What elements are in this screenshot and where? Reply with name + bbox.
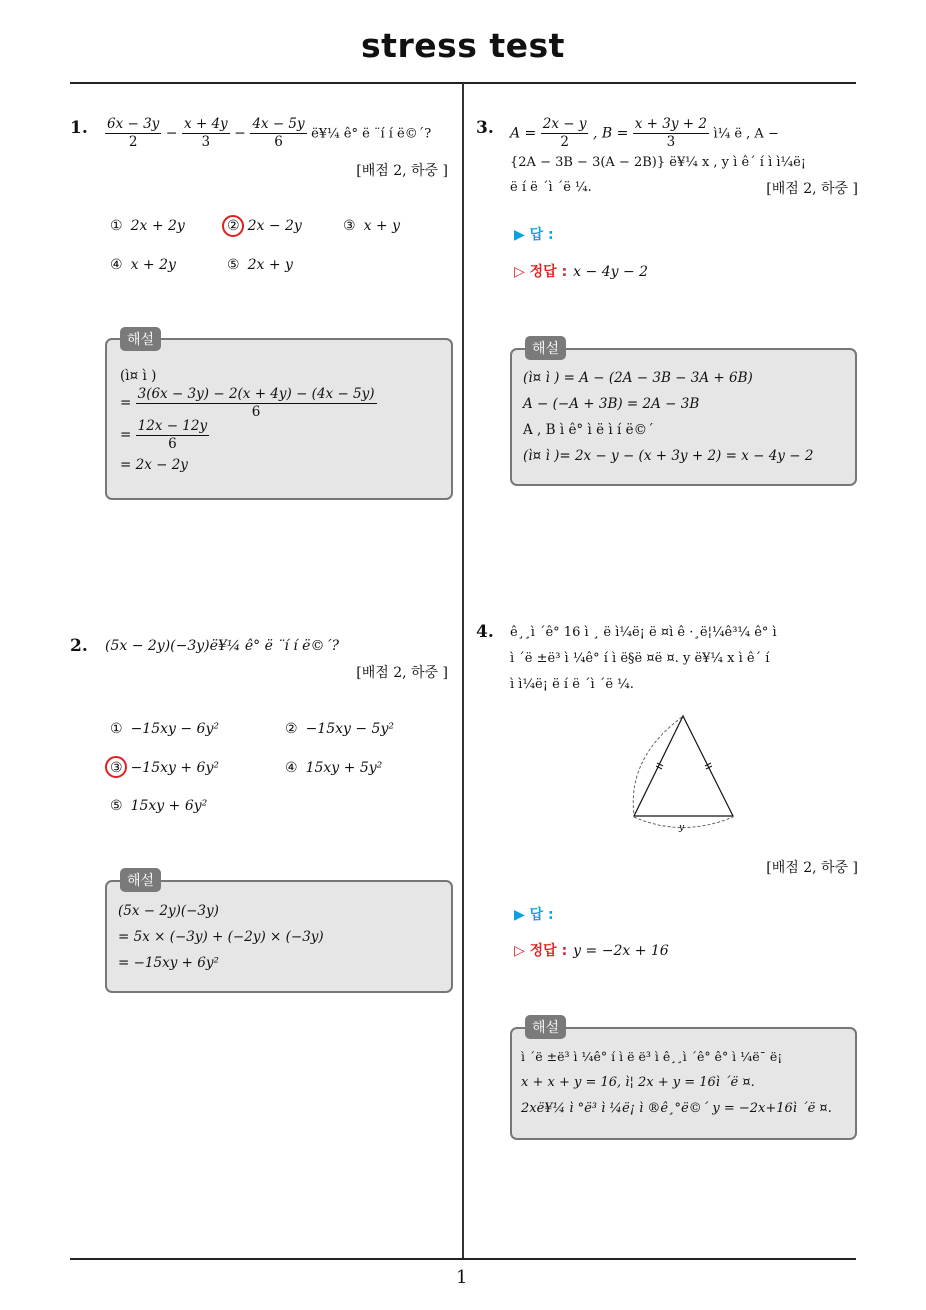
choice-2[interactable]: ② 2x − 2y [227,218,302,234]
question-stem-line1: A = $\frac{2x - y}{2}$ , B = $\frac{x + 3y + 2}{3}$ ì¼ ë , A − [510,116,779,150]
solution-line: (ì¤ ì ) = A − (2A − 3B − 3A + 6B) [523,370,753,386]
solution-line: ì ´ë ±ë³ ì ¼ê° í ì ë ë³ ì ê¸¸ì ´ê° ê° ì ¼ë¯ ë¡ [521,1049,783,1064]
choice-4[interactable]: ④ x + 2y [110,257,176,273]
solution-line: = −15xy + 6y² [118,955,219,971]
fraction: $\frac{2x - y}{2}$ [542,116,587,150]
solution-line: 2xë¥¼ ì °ë³ ì ¼ë¡ ì ®ê¸°ë©´ y = −2x+16ì ´ë ¤. [521,1101,832,1116]
choice-4[interactable]: ④ 15xy + 5y² [285,760,383,776]
choice-3[interactable]: ③ −15xy + 6y² [110,760,219,776]
question-number: 3. [476,118,494,138]
solution-line: (ì¤ ì ) [120,368,157,384]
correct-answer: ▷ 정답 : x − 4y − 2 [514,264,649,280]
fraction: $\frac{6x - 3y}{2}$ [107,116,160,150]
solution-line: x + x + y = 16, ì¦ 2x + y = 16ì ´ë ¤. [521,1075,755,1090]
answer-input-label[interactable]: ▶ 답 : [514,907,554,923]
choice-5[interactable]: ⑤ 2x + y [227,257,293,273]
solution-line: A − (−A + 3B) = 2A − 3B [523,396,700,412]
solution-line: = $\frac{3(6x - 3y) - 2(x + 4y) - (4x - 5y)}{6}$ [120,386,375,420]
question-number: 2. [70,636,88,656]
question-number: 4. [476,622,494,642]
solution-tag: 해설 [525,1015,566,1039]
solution-line: = 2x − 2y [120,457,188,473]
fraction: $\frac{3(6x - 3y) - 2(x + 4y) - (4x - 5y)}{6}$ [137,386,375,420]
triangle-shape [634,716,733,816]
solution-line: (5x − 2y)(−3y) [118,903,219,919]
answer-input-label[interactable]: ▶ 답 : [514,227,554,243]
selected-answer-mark [222,215,244,237]
solution-line: = $\frac{12x - 12y}{6}$ [120,418,208,452]
solution-line: = 5x × (−3y) + (−2y) × (−3y) [118,929,324,945]
question-stem-line1: ê¸¸ì ´ê° 16 ì ¸ ë ì¼ë¡ ë ¤ì ê ·¸ë¦¼ê³¼ ê° ì [510,625,777,640]
grade-label: [배점 2, 하중 ] [356,163,448,179]
solution-line: (ì¤ ì )= 2x − y − (x + 3y + 2) = x − 4y − 2 [523,448,814,464]
fraction: $\frac{4x - 5y}{6}$ [252,116,305,150]
fraction: $\frac{x + 4y}{3}$ [183,116,228,150]
solution-tag: 해설 [120,868,161,892]
choice-5[interactable]: ⑤ 15xy + 6y² [110,798,208,814]
question-stem-line3: ì ì¼ë¡ ë í ë ´ì ´ë ¼. [510,677,634,692]
question-stem: $\frac{6x - 3y}{2}$ − $\frac{x + 4y}{3}$ − $\frac{4x - 5y}{6}$ ë¥¼ ê° ë ¨í í ë©´? [107,116,432,150]
solution-line: A , B ì ê° ì ë ì í ë©´ [523,422,654,438]
fraction: $\frac{12x - 12y}{6}$ [137,418,208,452]
question-stem: (5x − 2y)(−3y)ë¥¼ ê° ë ¨í í ë©´? [105,638,339,654]
question-stem-line2: {2A − 3B − 3(A − 2B)} ë¥¼ x , y ì ê´ í ì ì¼ë¡ [510,155,807,170]
selected-answer-mark [105,756,127,778]
choice-2[interactable]: ② −15xy − 5y² [285,721,394,737]
grade-label: [배점 2, 하중 ] [766,860,858,876]
solution-tag: 해설 [120,327,161,351]
fraction: $\frac{x + 3y + 2}{3}$ [634,116,707,150]
choice-1[interactable]: ① 2x + 2y [110,218,185,234]
page-title: stress test [361,26,565,65]
grade-label: [배점 2, 하중 ] [356,665,448,681]
side-label-y: y [679,823,685,833]
correct-answer: ▷ 정답 : y = −2x + 16 [514,943,669,959]
question-stem-line3: ë í ë ´ì ´ë ¼. [510,180,592,195]
choice-1[interactable]: ① −15xy − 6y² [110,721,219,737]
question-number: 1. [70,118,88,138]
solution-tag: 해설 [525,336,566,360]
grade-label: [배점 2, 하중 ] [766,181,858,197]
choice-3[interactable]: ③ x + y [343,218,400,234]
column-divider [462,83,464,1258]
isosceles-triangle-figure [622,708,746,834]
page-number: 1 [456,1267,468,1288]
question-stem-line2: ì ´ë ±ë³ ì ¼ê° í ì ë§ë ¤ë ¤. y ë¥¼ x ì ê´ í [510,651,770,666]
footer-rule [70,1258,856,1260]
